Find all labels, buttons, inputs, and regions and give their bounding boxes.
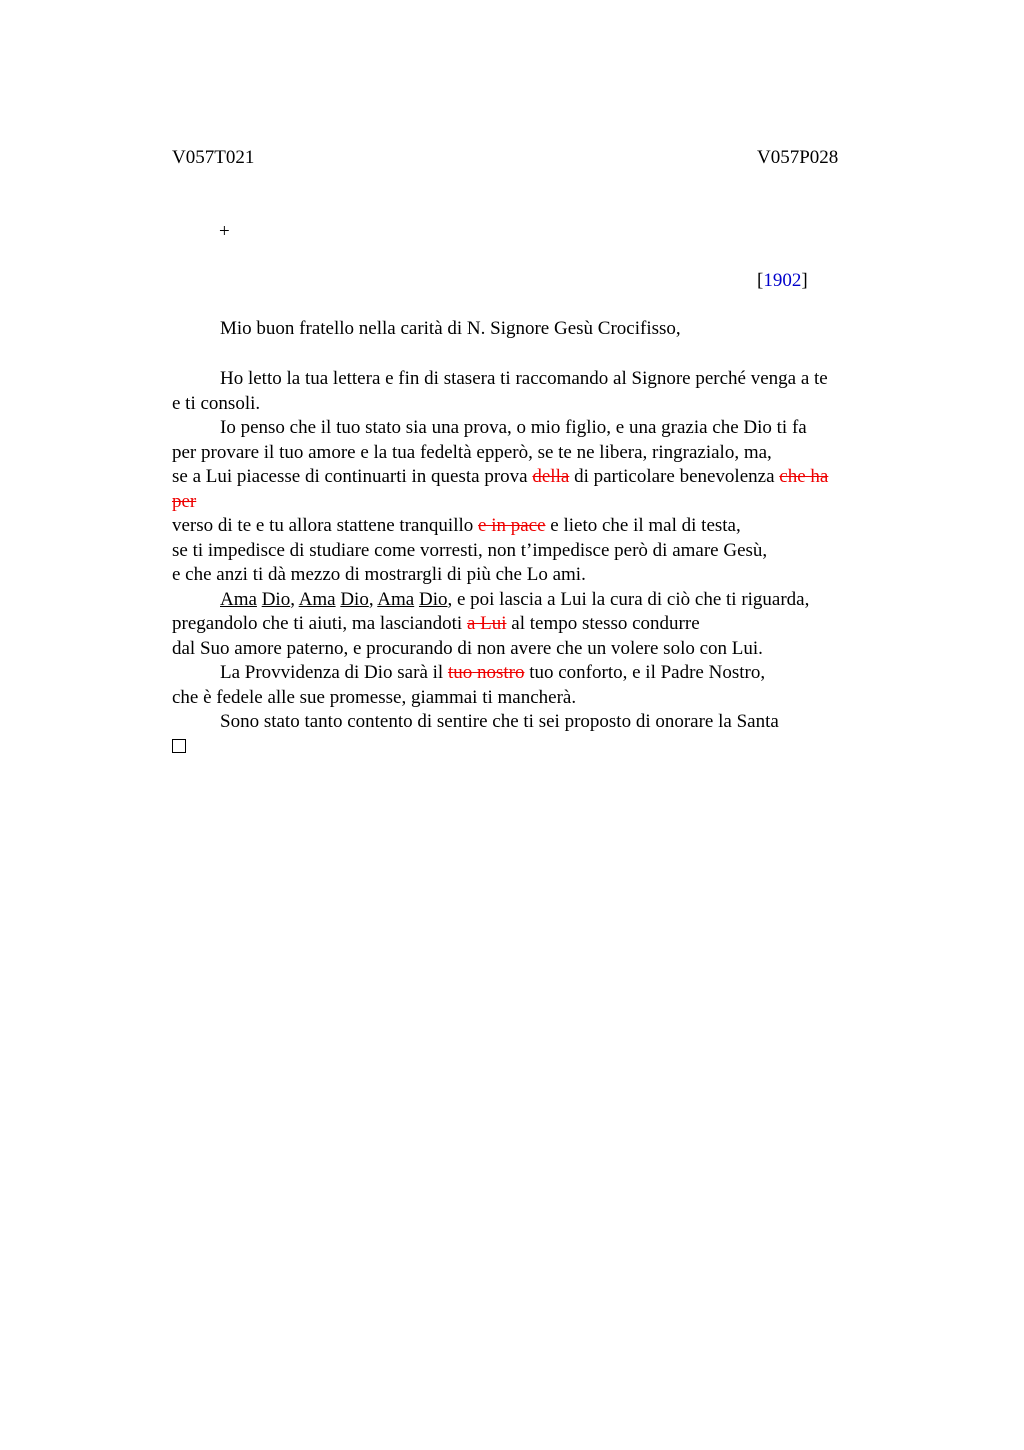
text-line: Io penso che il tuo stato sia una prova, o mio figlio, e una grazia che Dio ti fa: [220, 417, 807, 438]
text-line: [172, 465, 892, 490]
date-bracket-close: ]: [801, 270, 808, 291]
underlined-word: Dio: [418, 588, 448, 610]
deleted-text: che ha: [779, 466, 829, 487]
text-line: [172, 661, 892, 686]
deleted-text: a Lui: [466, 613, 507, 634]
text-segment: ,: [368, 588, 378, 610]
text-line: Ho letto la tua lettera e fin di stasera ti raccomando al Signore perché venga a te: [220, 368, 828, 389]
text-segment: e lieto che il mal di testa,: [545, 515, 741, 536]
deleted-text: della: [532, 466, 570, 487]
text-segment: ,: [290, 588, 299, 610]
text-line: dal Suo amore paterno, e procurando di non avere che un volere solo con Lui.: [172, 637, 763, 659]
text-line: Sono stato tanto contento di sentire che ti sei proposto di onorare la Santa: [220, 711, 779, 732]
text-line: e che anzi ti dà mezzo di mostrargli di più che Lo ami.: [172, 564, 586, 585]
underlined-word: Ama: [298, 588, 336, 610]
text-line: per provare il tuo amore e la tua fedeltà epperò, se te ne libera, ringrazialo, ma,: [172, 441, 772, 463]
date-bracket-open: [: [757, 270, 764, 291]
text-line: [172, 490, 892, 515]
date-year: 1902: [763, 270, 802, 291]
text-line: che è fedele alle sue promesse, giammai ti mancherà.: [172, 686, 577, 708]
text-segment: , e poi lascia a Lui la cura di ciò che ti riguarda,: [447, 588, 810, 610]
letter-body: [172, 367, 892, 759]
underlined-word: Dio: [261, 588, 291, 610]
deleted-text: per: [172, 490, 197, 512]
continuation-box-icon: [172, 739, 186, 753]
text-line: se ti impedisce di studiare come vorresti, non t’impedisce però di amare Gesù,: [172, 539, 768, 561]
deleted-text: tuo: [447, 662, 473, 683]
text-segment: al tempo stesso condurre: [506, 613, 700, 634]
text-line: [172, 612, 892, 637]
deleted-text: nostro: [476, 662, 525, 683]
letter-date: [757, 270, 808, 292]
text-line: [172, 588, 892, 613]
text-segment: tuo conforto, e il Padre Nostro,: [524, 662, 766, 683]
text-segment: La Provvidenza di Dio sarà il: [220, 662, 448, 683]
underlined-word: Ama: [377, 588, 415, 610]
text-line: [172, 514, 892, 539]
cross-mark: +: [219, 221, 230, 242]
deleted-text: e in pace: [478, 515, 546, 536]
text-segment: pregandolo che ti aiuti, ma lasciandoti: [172, 613, 467, 634]
salutation: Mio buon fratello nella carità di N. Signore Gesù Crocifisso,: [220, 318, 681, 339]
text-line: e ti consoli.: [172, 392, 261, 414]
underlined-word: Ama: [220, 588, 257, 610]
text-segment: verso di te e tu allora stattene tranquillo: [172, 515, 479, 536]
document-code-right: V057P028: [757, 147, 839, 168]
text-line: [172, 735, 892, 760]
underlined-word: Dio: [340, 588, 369, 610]
document-code-left: V057T021: [172, 147, 255, 168]
text-segment: se a Lui piacesse di continuarti in questa prova: [172, 466, 533, 487]
text-segment: di particolare benevolenza: [569, 466, 780, 487]
